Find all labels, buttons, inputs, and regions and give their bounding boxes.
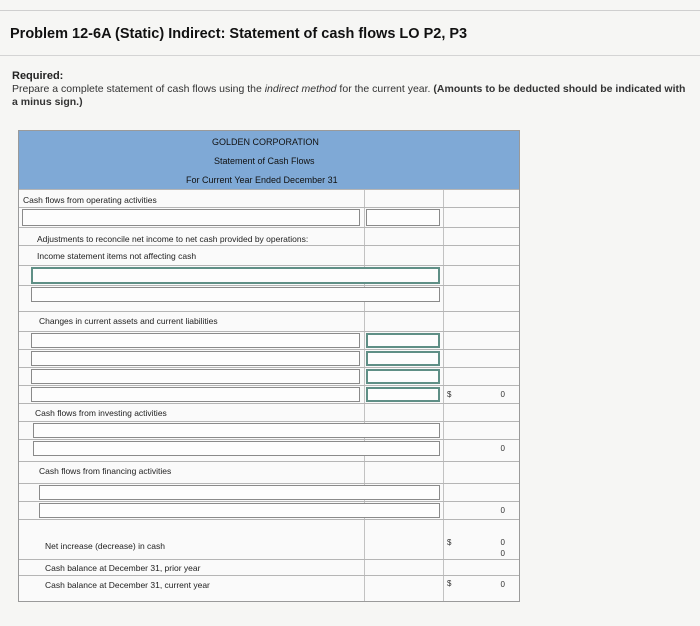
operating-total-description-field[interactable]: [31, 387, 360, 402]
noncash-label: Income statement items not affecting cash: [37, 251, 197, 261]
investing-label: Cash flows from investing activities: [35, 408, 167, 418]
changes-header-row: [19, 311, 519, 330]
change-description-field[interactable]: [31, 351, 360, 366]
net-income-amount-field[interactable]: [366, 209, 440, 226]
cash-flow-worksheet: [18, 130, 520, 602]
change-amount-field[interactable]: [366, 387, 440, 402]
ending-balance-row: [19, 575, 519, 594]
ending-balance-value: 0: [500, 580, 505, 589]
required-label: Required:: [12, 70, 64, 82]
beginning-balance-row: [19, 559, 519, 576]
noncash-row: [19, 285, 519, 304]
operating-currency: $: [447, 390, 452, 399]
net-change-currency: $: [447, 538, 452, 547]
instruction-note: (Amounts to be deducted should be indicated with a minus sign.): [12, 83, 686, 108]
instruction-method: indirect method: [264, 83, 337, 95]
company-name: GOLDEN CORPORATION: [212, 137, 319, 147]
statement-header: [19, 131, 519, 189]
investing-section-row: [19, 403, 519, 420]
financing-total: 0: [500, 506, 505, 515]
operating-label: Cash flows from operating activities: [23, 195, 157, 205]
ending-balance-label: Cash balance at December 31, current year: [45, 580, 210, 590]
change-description-field[interactable]: [31, 369, 360, 384]
financing-row: [19, 483, 519, 502]
financing-item-field[interactable]: [39, 503, 440, 518]
net-change-label: Net increase (decrease) in cash: [45, 541, 166, 551]
operating-section-row: [19, 189, 519, 208]
financing-item-field[interactable]: [39, 485, 440, 500]
instructions: [12, 83, 692, 109]
noncash-item-field[interactable]: [31, 267, 440, 284]
change-description-field[interactable]: [31, 333, 360, 348]
investing-item-field[interactable]: [33, 441, 440, 456]
change-amount-field[interactable]: [366, 369, 440, 384]
beginning-balance-label: Cash balance at December 31, prior year: [45, 563, 201, 573]
adjustments-label: Adjustments to reconcile net income to net cash provided by operations:: [37, 234, 309, 244]
instruction-prefix: Prepare a complete statement of cash flows using the: [12, 83, 265, 95]
financing-label: Cash flows from financing activities: [39, 466, 172, 476]
net-change-row: [19, 529, 519, 551]
title-divider: [0, 55, 700, 56]
statement-name: Statement of Cash Flows: [214, 156, 315, 166]
change-amount-field[interactable]: [366, 333, 440, 348]
instruction-suffix: for the current year.: [336, 83, 434, 95]
change-row: [19, 349, 519, 368]
change-row: [19, 331, 519, 350]
net-change-value: 0: [500, 538, 505, 547]
spacer: [19, 303, 519, 311]
changes-label: Changes in current assets and current liabilities: [39, 316, 218, 326]
investing-row: [19, 421, 519, 440]
change-row: [19, 367, 519, 386]
page-title: Problem 12-6A (Static) Indirect: Statement of cash flows LO P2, P3: [10, 26, 468, 42]
investing-row: [19, 439, 519, 458]
net-income-description-field[interactable]: [22, 209, 360, 226]
noncash-item-field[interactable]: [31, 287, 440, 302]
top-border: [0, 0, 700, 11]
investing-total: 0: [500, 444, 505, 453]
change-amount-field[interactable]: [366, 351, 440, 366]
adjustments-block: [19, 231, 519, 265]
beginning-balance-value: 0: [500, 549, 505, 558]
operating-total: 0: [500, 390, 505, 399]
noncash-row: [19, 265, 519, 286]
ending-currency: $: [447, 579, 452, 588]
financing-row: [19, 501, 519, 520]
net-income-row: [19, 207, 519, 228]
investing-item-field[interactable]: [33, 423, 440, 438]
statement-period: For Current Year Ended December 31: [186, 175, 338, 185]
operating-total-row: [19, 385, 519, 404]
financing-section-row: [19, 461, 519, 480]
